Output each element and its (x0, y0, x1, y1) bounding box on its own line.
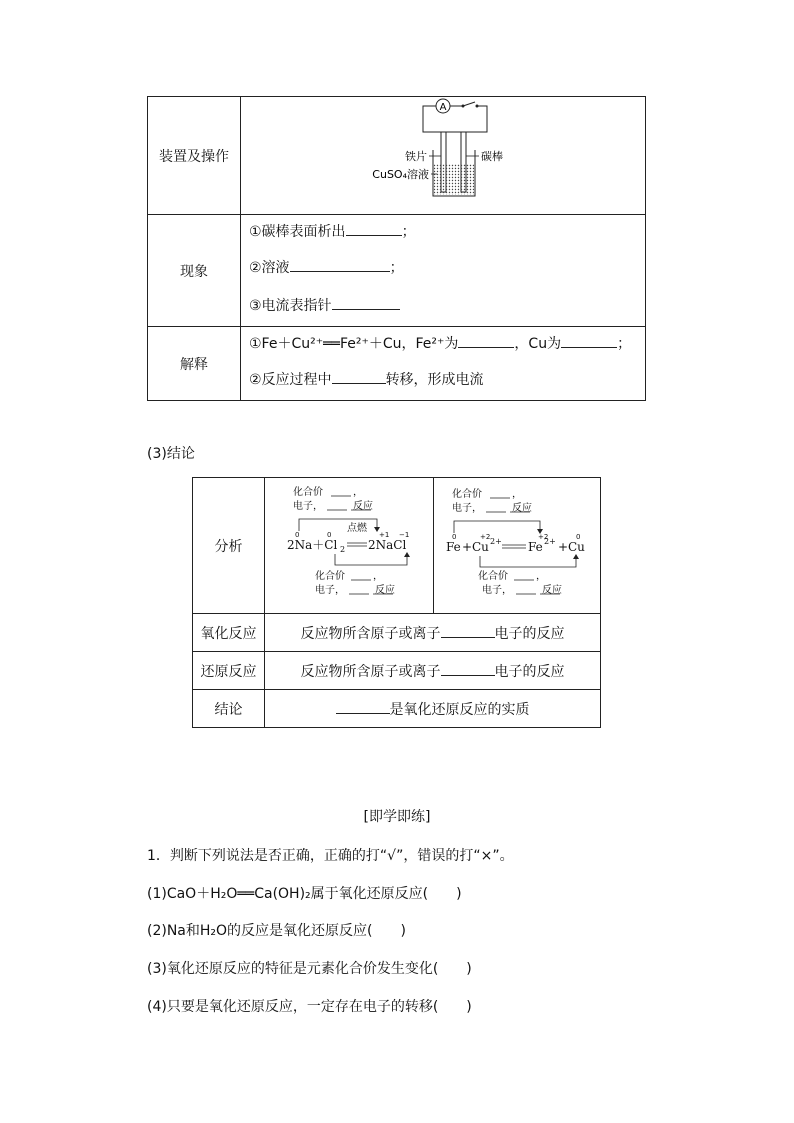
phenomenon-3-text: ③电流表指针 (249, 298, 332, 314)
reaction-label: 反应 (375, 584, 395, 596)
phenomenon-1-text: ①碳棒表面析出 (249, 224, 346, 240)
svg-text:，: ， (536, 570, 546, 582)
blank (441, 623, 495, 638)
question-item-1: (1)CaO＋H₂O══Ca(OH)₂属于氧化还原反应( ) (147, 886, 462, 902)
na-cl-diagram (265, 479, 433, 613)
ox-num-cu-ion: +2 (480, 532, 491, 541)
valence-label: 化合价 (478, 570, 508, 582)
explanation-2b: 转移，形成电流 (385, 372, 484, 388)
explanation-2a: ②反应过程中 (249, 372, 332, 388)
reaction-label: 反应 (512, 502, 532, 514)
phenomena-label: 现象 (180, 263, 208, 280)
apparatus-diagram (241, 98, 645, 214)
explanation-line-2 (249, 369, 484, 389)
valence-label: 化合价 (315, 570, 345, 582)
explanation-line-1: ①Fe＋Cu²⁺══Fe²⁺＋Cu，Fe²⁺为 ，Cu为 ； (249, 333, 631, 353)
blank (332, 369, 386, 384)
ox-num-cl-minus: −1 (399, 530, 410, 539)
ox-num-cu: 0 (576, 532, 581, 541)
reduction-cell (265, 652, 601, 690)
fe-ion-symbol: Fe (528, 539, 543, 554)
analysis-label: 分析 (214, 538, 243, 555)
valence-label: 化合价 (293, 486, 323, 498)
row-label-phenomena (148, 215, 241, 327)
carbon-electrode-label: 碳棒 (481, 149, 503, 163)
fe-ion-charge: 2+ (544, 536, 556, 546)
row-label-oxidation (193, 614, 265, 652)
row-label-analysis (193, 478, 265, 614)
explanation-1b: ，Cu为 (514, 336, 562, 352)
practice-header: [即学即练] (363, 809, 431, 825)
fe-symbol: Fe (446, 539, 461, 554)
section-title: (3)结论 (147, 446, 195, 462)
blank (290, 257, 390, 272)
conclusion-text: 是氧化还原反应的实质 (389, 701, 530, 718)
reduction-text-b: 电子的反应 (494, 663, 565, 680)
phenomenon-1: ①碳棒表面析出 ； (249, 221, 416, 241)
row-label-reduction (193, 652, 265, 690)
iron-electrode-label: 铁片 (405, 149, 427, 163)
ox-num-fe: 0 (452, 532, 457, 541)
apparatus-cell (241, 97, 646, 215)
valence-label: 化合价 (452, 488, 482, 500)
electron-label: 电子， (315, 584, 345, 596)
reaction-condition: 点燃 (347, 522, 367, 534)
ox-num-na: 0 (295, 530, 300, 539)
conclusion-table (192, 477, 601, 728)
fe-cu-diagram (434, 479, 600, 613)
apparatus-label: 装置及操作 (159, 148, 229, 165)
svg-text:，: ， (353, 486, 363, 498)
svg-text:+: + (462, 539, 473, 554)
reduction-text-a: 反应物所含原子或离子 (300, 663, 441, 680)
phenomenon-2-text: ②溶液 (249, 260, 290, 276)
reduction-label: 还原反应 (200, 663, 257, 680)
row-label-explanation (148, 327, 241, 401)
phenomenon-2: ②溶液 ； (249, 257, 404, 277)
solution-label: CuSO₄溶液 (372, 167, 429, 181)
question-item-3: (3)氧化还原反应的特征是元素化合价发生变化( ) (147, 961, 472, 977)
cl2-subscript: 2 (340, 544, 346, 554)
analysis-left-cell (265, 478, 434, 614)
oxidation-cell (265, 614, 601, 652)
ox-num-na-plus: +1 (379, 530, 390, 539)
blank (458, 333, 514, 348)
explanation-1a: ①Fe＋Cu²⁺══Fe²⁺＋Cu，Fe²⁺为 (249, 336, 459, 352)
equation-left: 2Na＋Cl (287, 537, 338, 552)
conclusion-label: 结论 (214, 701, 243, 718)
cu-ion-charge: 2+ (490, 536, 502, 546)
ammeter-symbol: A (439, 101, 447, 113)
oxidation-label: 氧化反应 (200, 625, 257, 642)
row-label-conclusion (193, 690, 265, 728)
explanation-label: 解释 (180, 356, 208, 373)
electron-label: 电子， (452, 502, 482, 514)
explanation-cell (241, 327, 646, 401)
svg-text:，: ， (512, 488, 522, 500)
blank (336, 699, 390, 714)
electron-label: 电子， (482, 584, 512, 596)
row-label-apparatus (148, 97, 241, 215)
phenomena-cell (241, 215, 646, 327)
blank (346, 221, 402, 236)
reaction-label: 反应 (542, 584, 562, 596)
equation-right: 2NaCl (368, 537, 407, 552)
cu-symbol: Cu (568, 539, 585, 554)
conclusion-cell (265, 690, 601, 728)
phenomenon-3 (249, 295, 400, 315)
question-item-2: (2)Na和H₂O的反应是氧化还原反应( ) (147, 923, 406, 939)
question-item-4: (4)只要是氧化还原反应，一定存在电子的转移( ) (147, 999, 472, 1015)
reaction-label: 反应 (353, 500, 373, 512)
electron-label: 电子， (293, 500, 323, 512)
blank (332, 295, 400, 310)
oxidation-text-a: 反应物所含原子或离子 (300, 625, 441, 642)
question-1: 1．判断下列说法是否正确，正确的打“√”，错误的打“×”。 (147, 848, 514, 864)
oxidation-text-b: 电子的反应 (494, 625, 565, 642)
svg-text:，: ， (373, 570, 383, 582)
ox-num-cl: 0 (327, 530, 332, 539)
svg-text:+: + (558, 539, 569, 554)
blank (561, 333, 617, 348)
experiment-table (147, 96, 646, 401)
analysis-right-cell (434, 478, 601, 614)
cu-ion-symbol: Cu (472, 539, 489, 554)
blank (441, 661, 495, 676)
ox-num-fe-ion: +2 (538, 532, 549, 541)
